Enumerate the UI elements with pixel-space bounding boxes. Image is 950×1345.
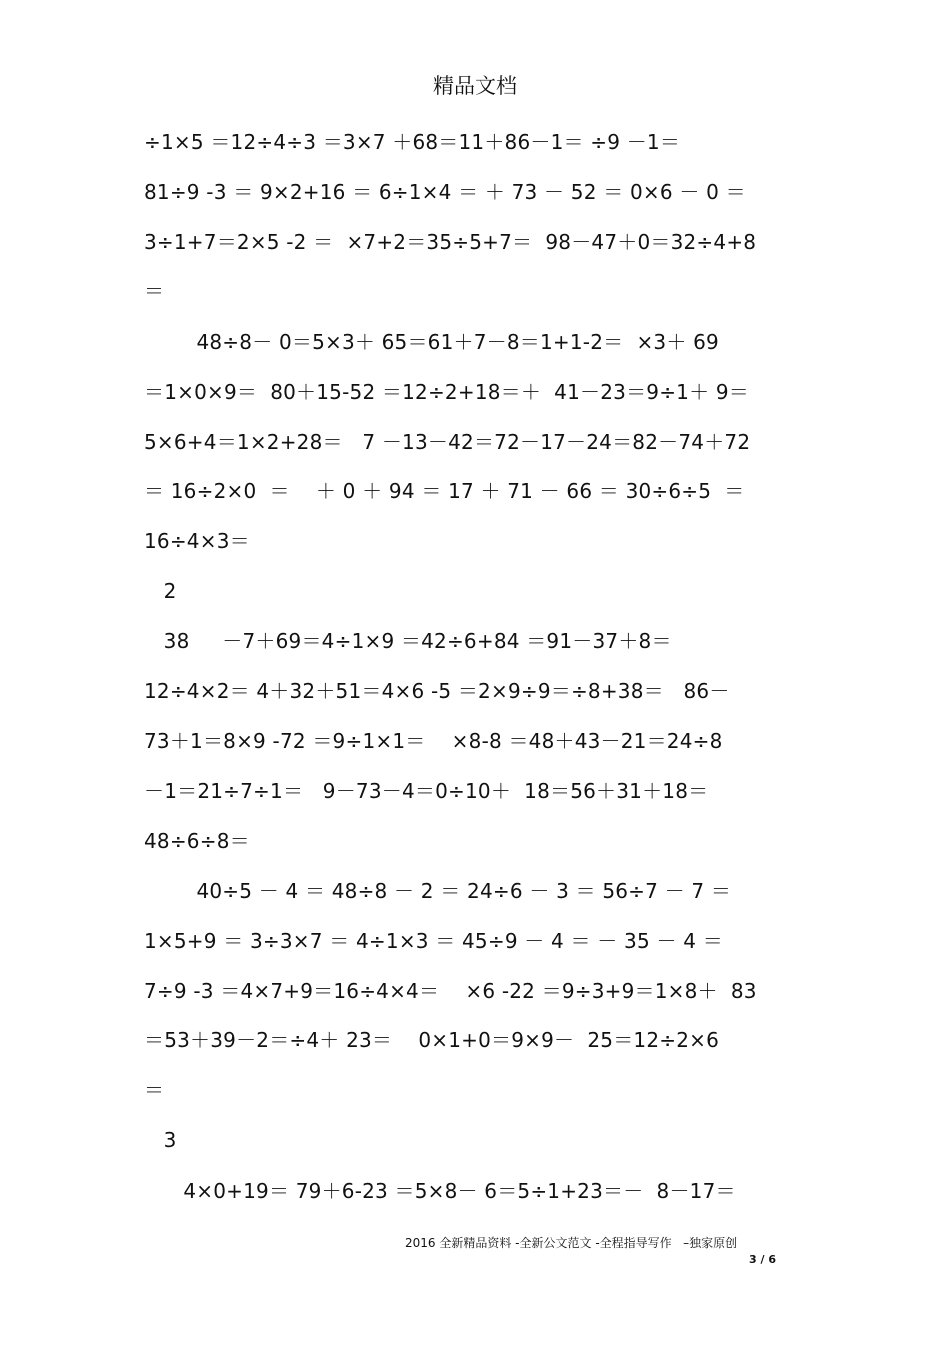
text-line: ＝ 16÷2×0 ＝ ＋ 0 ＋ 94 ＝ 17 ＋ 71 － 66 ＝ 30÷6÷5 ＝ [144, 479, 745, 503]
page-section-number: 2 [144, 579, 177, 603]
text-line: 48÷8－ 0＝5×3＋ 65＝61＋7－8＝1+1-2＝ ×3＋ 69 [144, 330, 719, 354]
text-line: 5×6+4＝1×2+28＝ 7 －13－42＝72－17－24＝82－74＋72 [144, 430, 751, 454]
text-line: 1×5+9 ＝ 3÷3×7 ＝ 4÷1×3 ＝ 45÷9 － 4 ＝ － 35 － 4 ＝ [144, 929, 723, 953]
text-line: 48÷6÷8＝ [144, 829, 250, 853]
text-line: 3÷1+7＝2×5 -2 ＝ ×7+2＝35÷5+7＝ 98－47＋0＝32÷4+8 [144, 230, 757, 254]
text-line: －1＝21÷7÷1＝ 9－73－4＝0÷10＋ 18＝56＋31＋18＝ [144, 779, 709, 803]
text-line: ＝ [144, 1078, 165, 1102]
text-line: 12÷4×2＝ 4＋32＋51＝4×6 -5 ＝2×9÷9＝÷8+38＝ 86－ [144, 679, 730, 703]
text-line: 40÷5 － 4 ＝ 48÷8 － 2 ＝ 24÷6 － 3 ＝ 56÷7 － 7 ＝ [144, 879, 732, 903]
text-line: ＝1×0×9＝ 80＋15-52 ＝12÷2+18＝＋ 41－23＝9÷1＋ 9＝ [144, 380, 749, 404]
text-line: 38 －7＋69＝4÷1×9 ＝42÷6+84 ＝91－37＋8＝ [144, 629, 672, 653]
text-line: ＝ [144, 279, 165, 303]
page-header-title: 精品文档 [433, 74, 517, 98]
text-line: 16÷4×3＝ [144, 529, 250, 553]
text-line: ÷1×5 ＝12÷4÷3 ＝3×7 ＋68＝11＋86－1＝ ÷9 －1＝ [144, 130, 681, 154]
text-line: 7÷9 -3 ＝4×7+9＝16÷4×4＝ ×6 -22 ＝9÷3+9＝1×8＋ 83 [144, 979, 757, 1003]
text-line: ＝53＋39－2＝÷4＋ 23＝ 0×1+0＝9×9－ 25＝12÷2×6 [144, 1028, 720, 1052]
text-line: 4×0+19＝ 79＋6-23 ＝5×8－ 6＝5÷1+23＝－ 8－17＝ [144, 1179, 736, 1203]
page-number: 3 / 6 [749, 1253, 776, 1266]
page-section-number: 3 [144, 1128, 177, 1152]
footer-text: 2016 全新精品资料 -全新公文范文 -全程指导写作 –独家原创 [405, 1236, 738, 1250]
text-line: 81÷9 -3 ＝ 9×2+16 ＝ 6÷1×4 ＝ ＋ 73 － 52 ＝ 0×6 － 0 ＝ [144, 180, 746, 204]
text-line: 73＋1＝8×9 -72 ＝9÷1×1＝ ×8-8 ＝48＋43－21＝24÷8 [144, 729, 723, 753]
